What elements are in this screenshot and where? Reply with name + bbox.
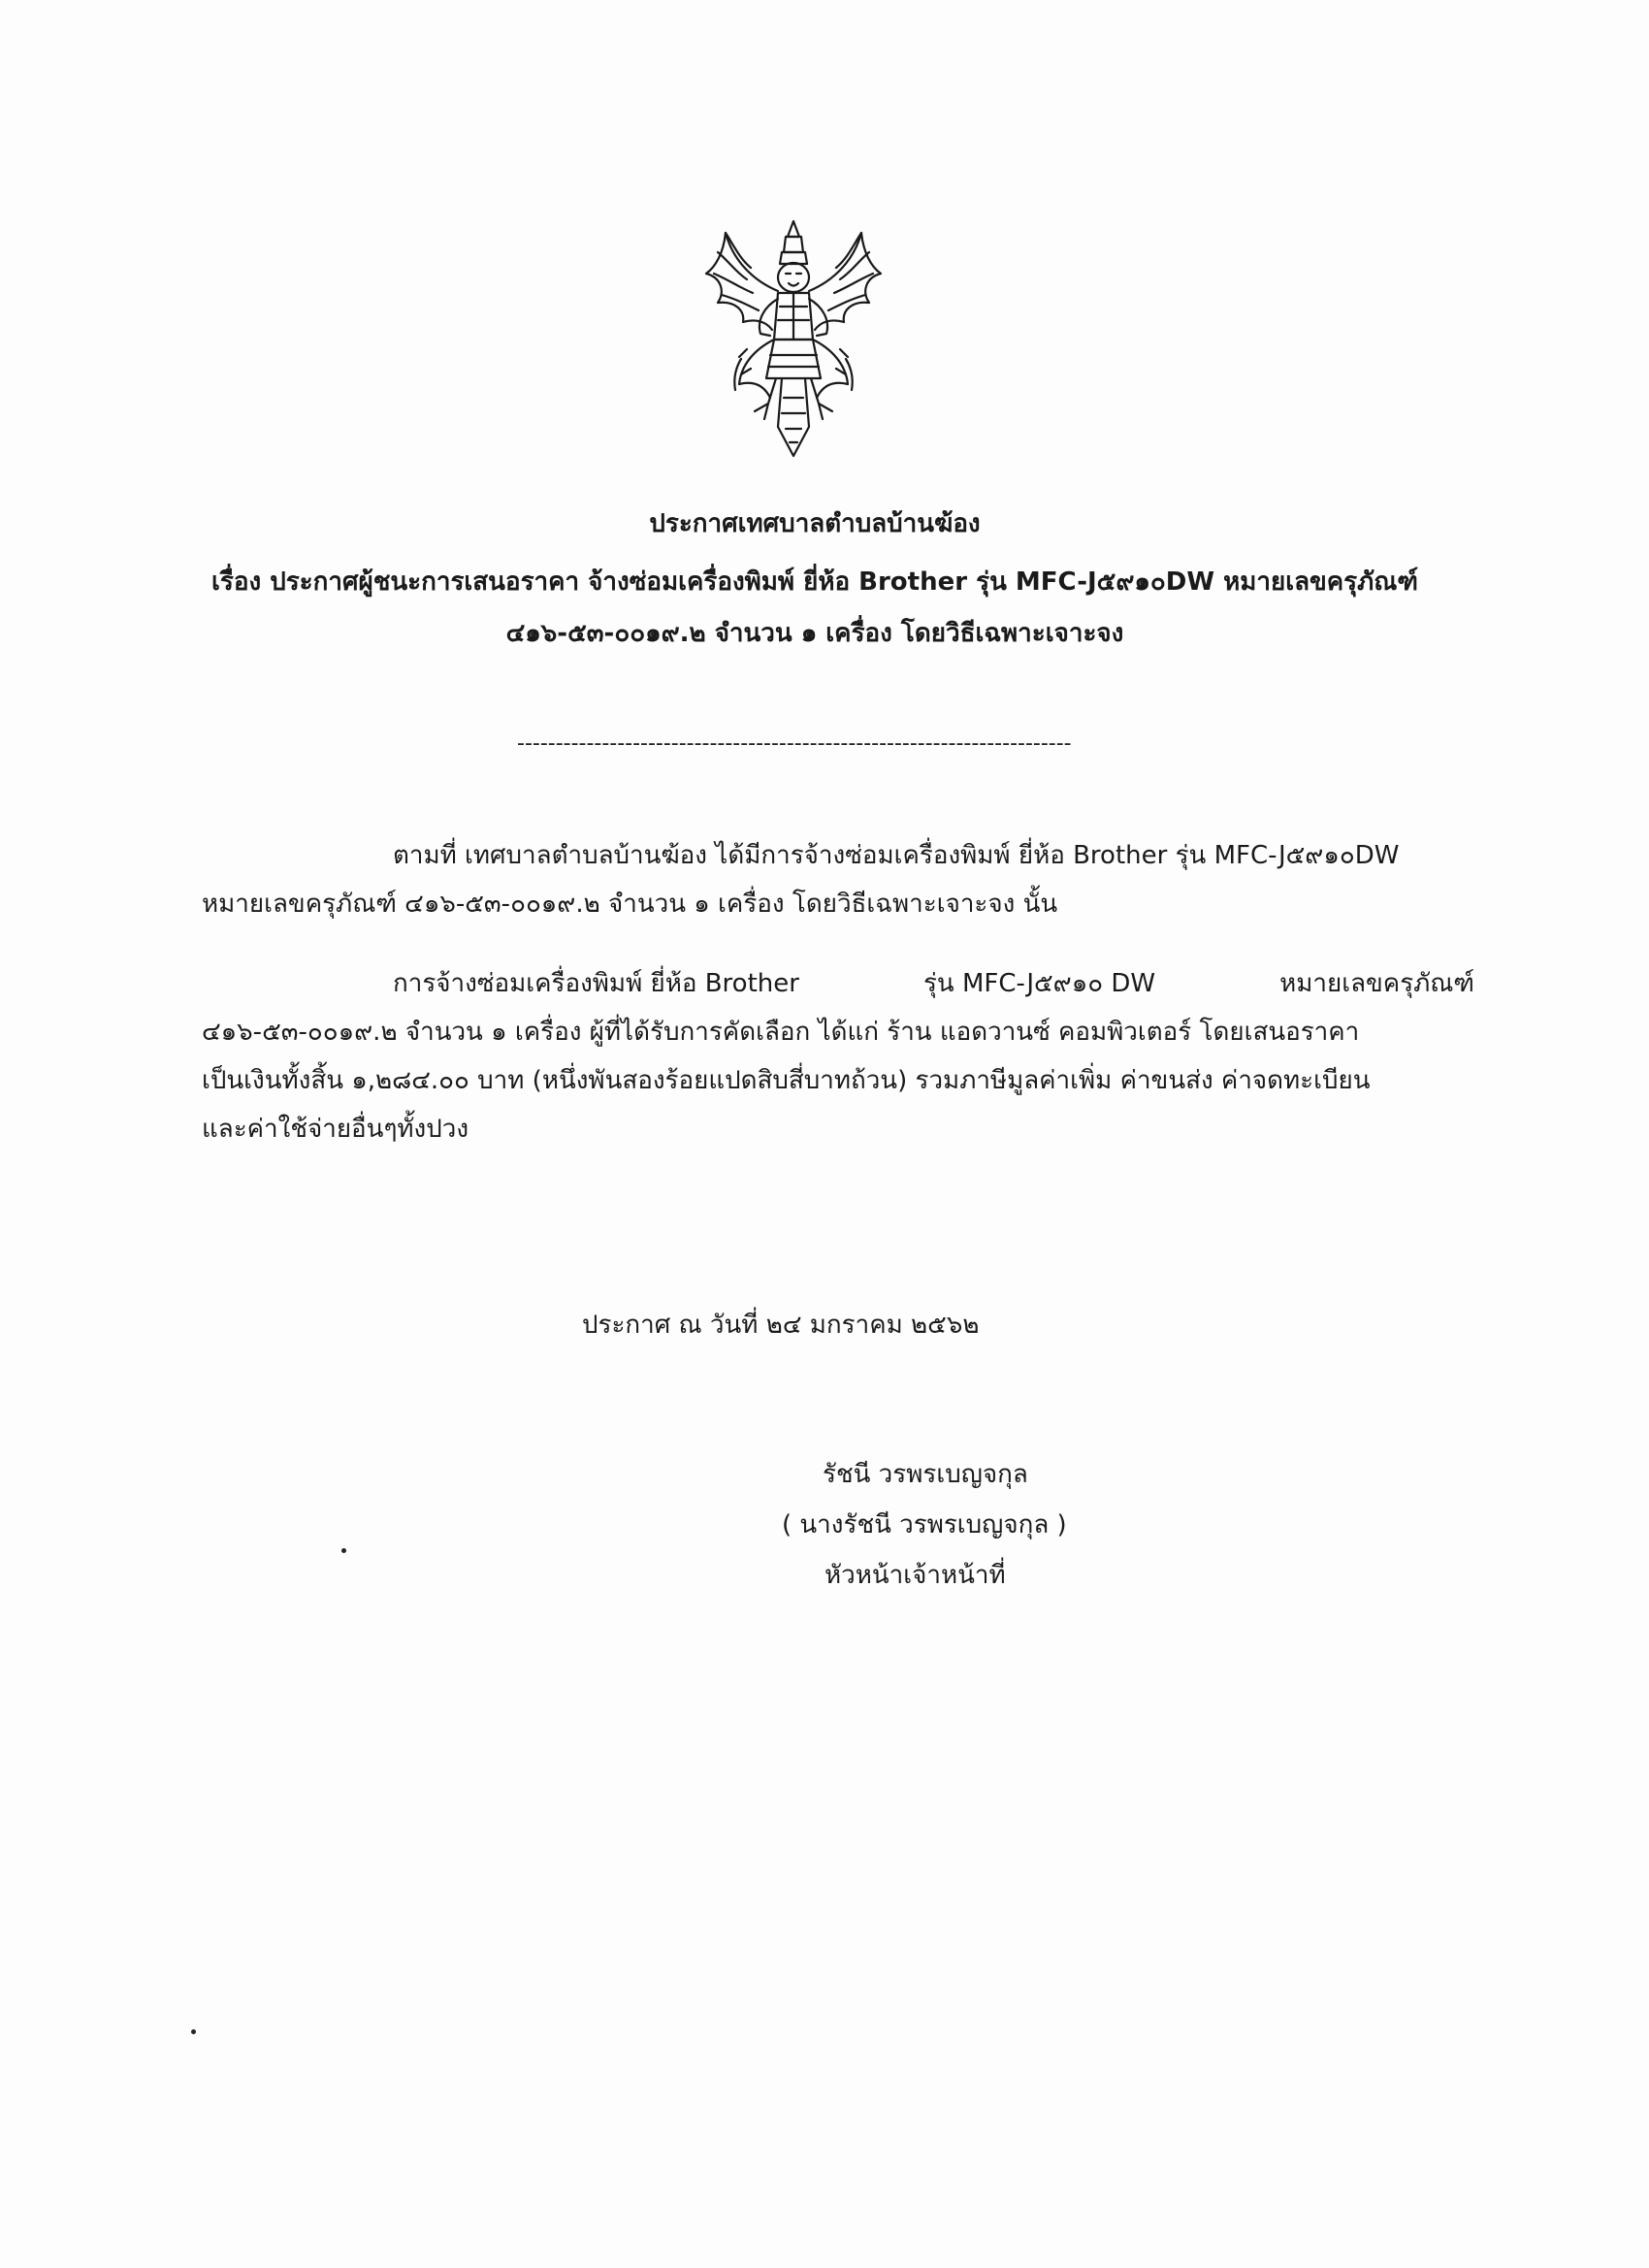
paragraph2-line2: ๔๑๖-๕๓-๐๐๑๙.๒ จำนวน ๑ เครื่อง ผู้ที่ได้รับการคัดเลือก ได้แก่ ร้าน แอดวานซ์ คอมพิวเตอร์ โดยเสนอราคา [202, 1018, 1360, 1047]
paragraph2-line3: เป็นเงินทั้งสิ้น ๑,๒๘๔.๐๐ บาท (หนึ่งพันสองร้อยแปดสิบสี่บาทถ้วน) รวมภาษีมูลค่าเพิ่ม ค่าขนส่ง ค่าจดทะเบียน [202, 1066, 1371, 1095]
paragraph2-line1 [393, 964, 1474, 1003]
paragraph1-line1: ตามที่ เทศบาลตำบลบ้านฆ้อง ได้มีการจ้างซ่อมเครื่องพิมพ์ ยี่ห้อ Brother รุ่น MFC-J๕๙๑๐DW [393, 841, 1400, 870]
scan-speck [191, 2029, 196, 2034]
garuda-emblem-icon [696, 213, 890, 466]
scan-speck [341, 1548, 346, 1553]
announcement-subject: เรื่อง ประกาศผู้ชนะการเสนอราคา จ้างซ่อมเครื่องพิมพ์ ยี่ห้อ Brother รุ่น MFC-J๕๙๑๐DW หมายเลขครุภัณฑ์ [211, 567, 1418, 597]
paragraph2-line1-part1: การจ้างซ่อมเครื่องพิมพ์ ยี่ห้อ Brother [393, 969, 799, 998]
announcement-date: ประกาศ ณ วันที่ ๒๔ มกราคม ๒๕๖๒ [582, 1311, 980, 1340]
separator-line: ------------------------------------------------------------------------ [517, 731, 1072, 756]
announcement-subject-cont: ๔๑๖-๕๓-๐๐๑๙.๒ จำนวน ๑ เครื่อง โดยวิธีเฉพาะเจาะจง [505, 619, 1124, 648]
paragraph2-line4: และค่าใช้จ่ายอื่นๆทั้งปวง [202, 1115, 469, 1144]
paragraph2-line1-part3: หมายเลขครุภัณฑ์ [1279, 969, 1474, 998]
paragraph2-line1-part2: รุ่น MFC-J๕๙๑๐ DW [922, 969, 1156, 998]
paragraph1-line2: หมายเลขครุภัณฑ์ ๔๑๖-๕๓-๐๐๑๙.๒ จำนวน ๑ เครื่อง โดยวิธีเฉพาะเจาะจง นั้น [202, 890, 1058, 919]
signature-position: หัวหน้าเจ้าหน้าที่ [824, 1561, 1006, 1590]
announcement-title: ประกาศเทศบาลตำบลบ้านฆ้อง [649, 509, 981, 538]
signature-full-name: ( นางรัชนี วรพรเบญจกุล ) [782, 1510, 1067, 1539]
signature-name: รัชนี วรพรเบญจกุล [823, 1460, 1028, 1489]
